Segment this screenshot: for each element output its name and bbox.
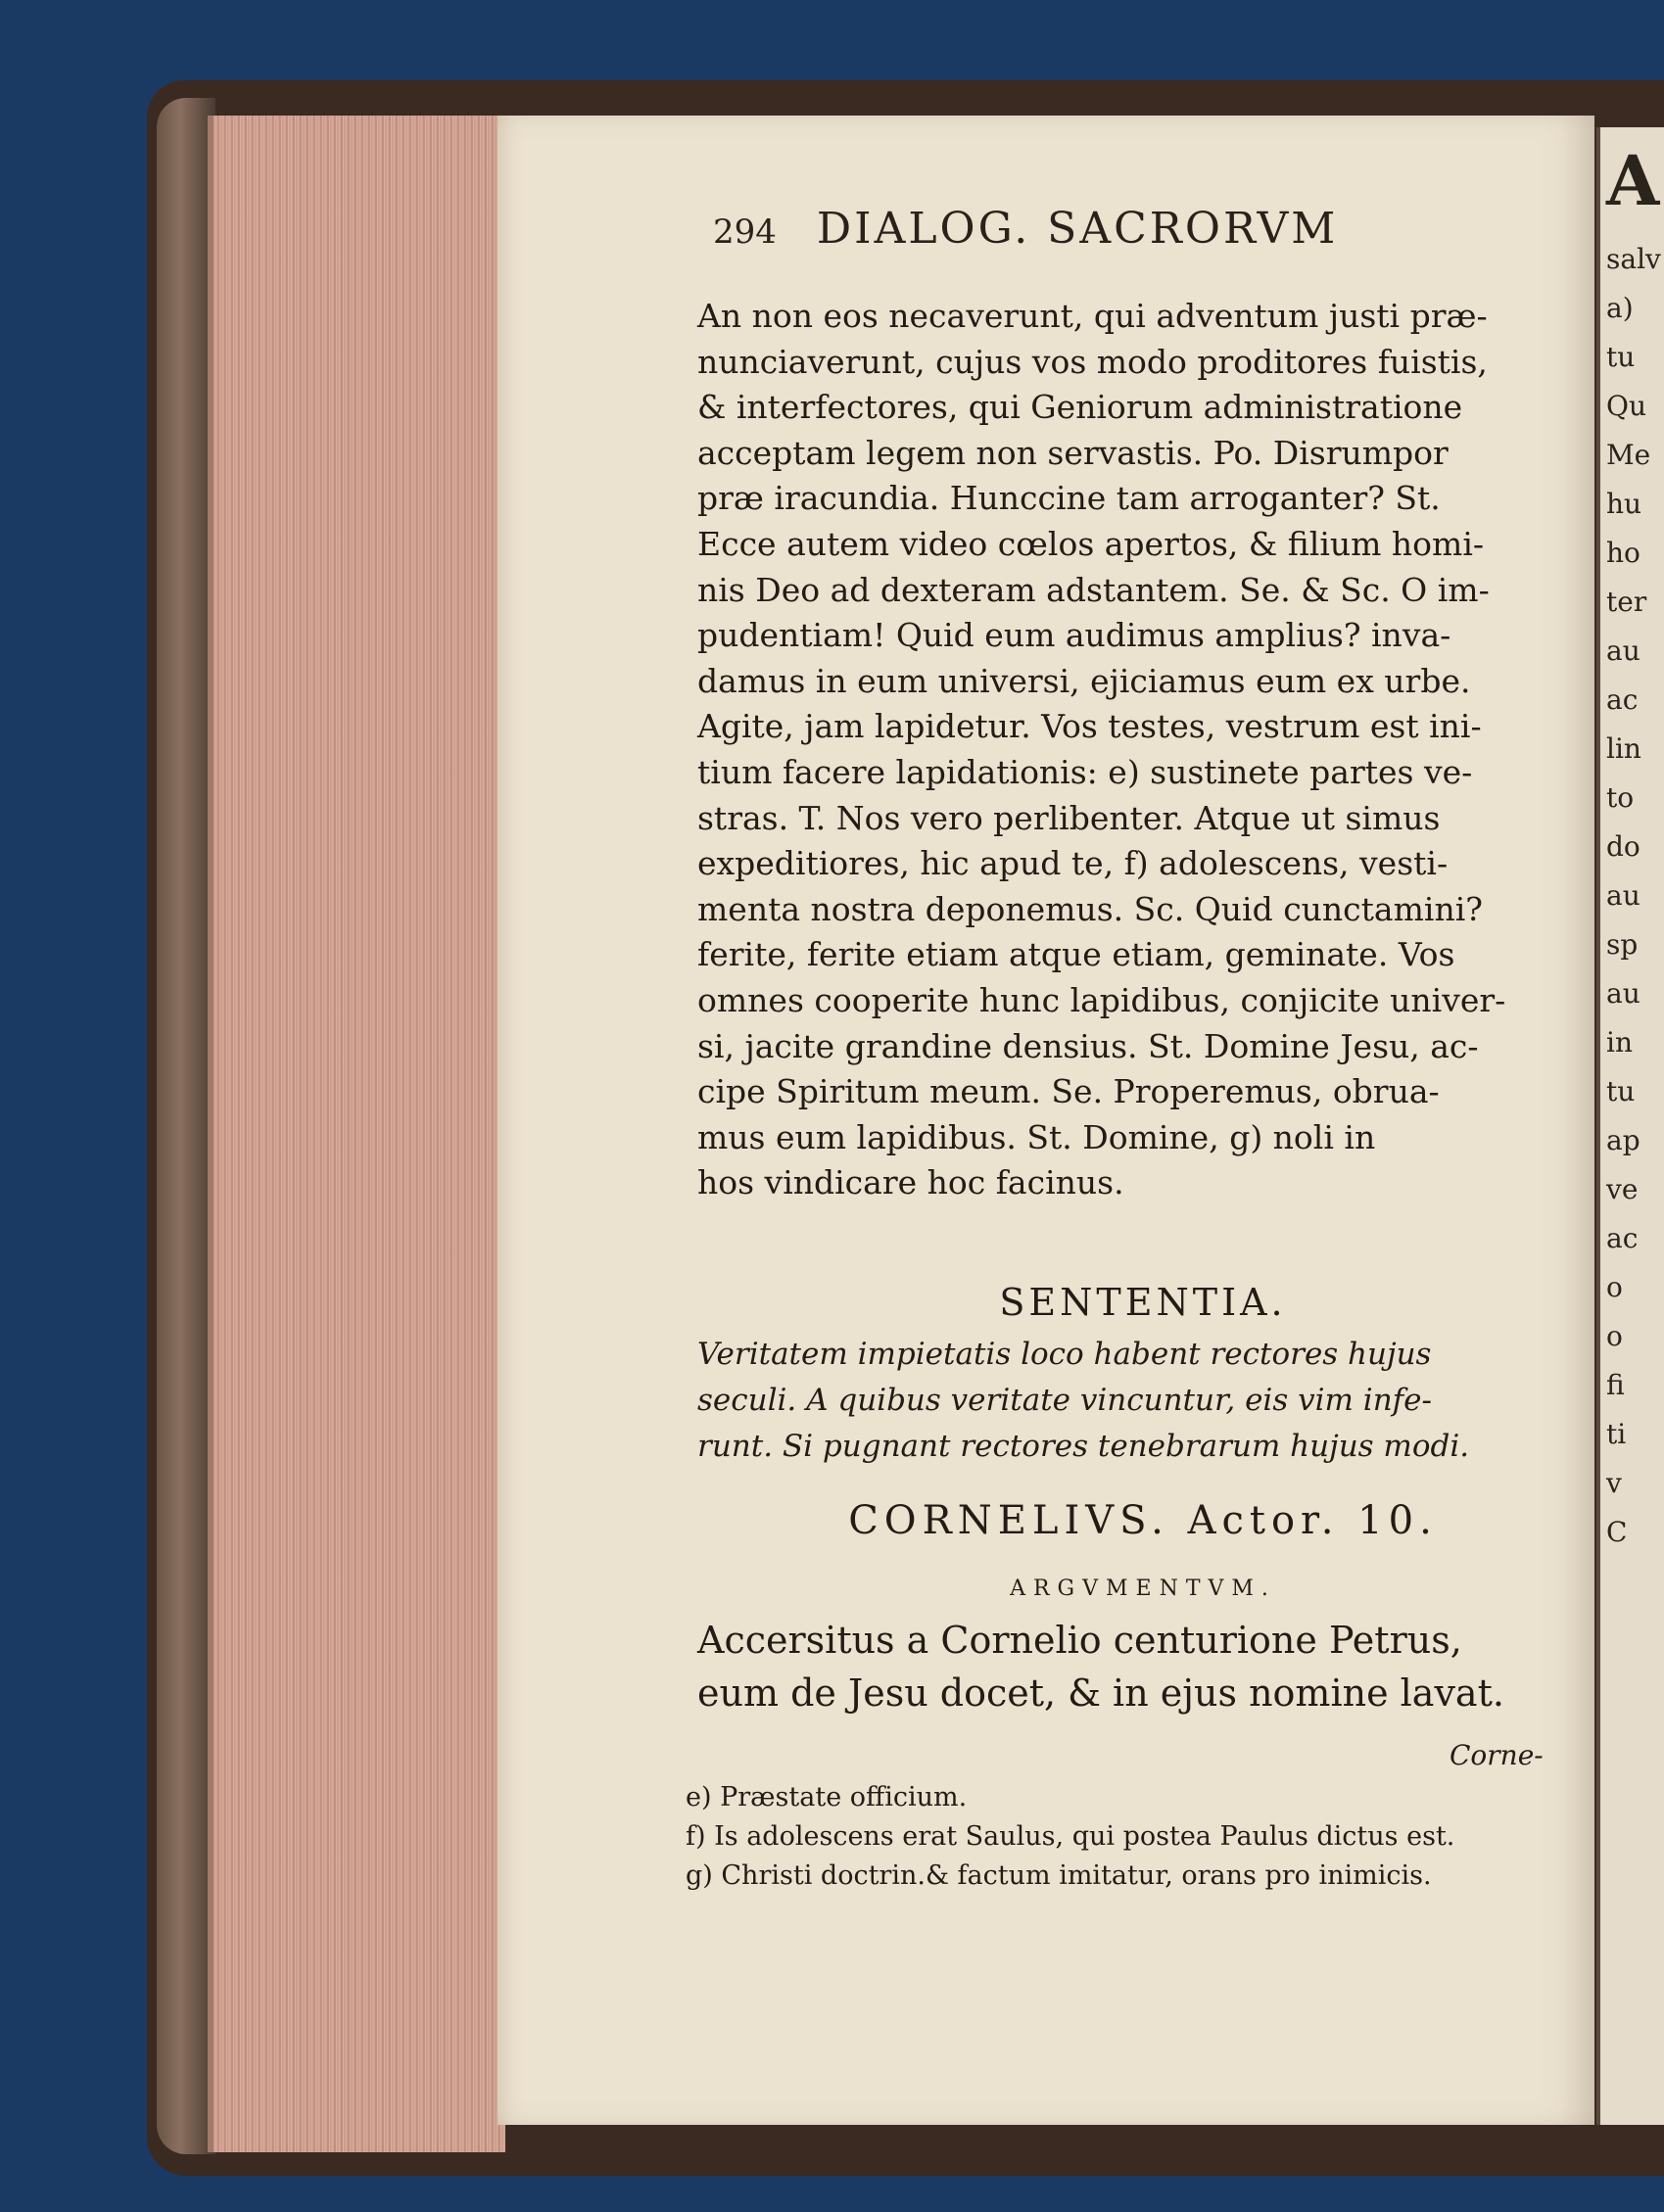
text-line: acceptam legem non servastis. Po. Disrumpor <box>697 433 1449 472</box>
facing-page-text: ho <box>1606 537 1640 569</box>
running-head-title: DIALOG. SACRORVM <box>816 204 1339 254</box>
text-line: stras. T. Nos vero perlibenter. Atque ut simus <box>697 798 1441 837</box>
text-line: & interfectores, qui Geniorum administratione <box>697 388 1463 427</box>
catchword: Corne- <box>1450 1739 1544 1771</box>
argumentum-heading: ARGVMENTVM. <box>1010 1577 1276 1601</box>
page-fore-edge <box>208 116 505 2152</box>
dialogue-text <box>697 294 1589 1206</box>
sententia-line: seculi. A quibus veritate vincuntur, eis vim infe- <box>697 1383 1432 1418</box>
text-line: mus eum lapidibus. St. Domine, g) noli in <box>697 1117 1376 1156</box>
facing-page-fragment <box>1596 127 1664 2125</box>
cornelius-heading: CORNELIVS. Actor. 10. <box>848 1498 1438 1543</box>
text-line: Agite, jam lapidetur. Vos testes, vestrum est ini- <box>697 707 1482 746</box>
facing-page-text: fi <box>1606 1369 1625 1401</box>
sententia-heading: SENTENTIA. <box>999 1281 1287 1324</box>
footnote-line: f) Is adolescens erat Saulus, qui postea Paulus dictus est. <box>686 1821 1455 1852</box>
text-line: tium facere lapidationis: e) sustinete partes ve- <box>697 752 1473 791</box>
facing-page-text: ter <box>1606 586 1647 618</box>
footnotes <box>686 1778 1596 1896</box>
text-line: damus in eum universi, ejiciamus eum ex urbe. <box>697 661 1471 700</box>
sententia-text <box>697 1332 1589 1470</box>
page-number: 294 <box>713 212 777 252</box>
text-line: nis Deo ad dexteram adstantem. Se. & Sc. O im- <box>697 570 1490 609</box>
text-line: cipe Spiritum meum. Se. Properemus, obrua- <box>697 1072 1440 1111</box>
facing-page-text: v <box>1606 1467 1622 1499</box>
footnote-line: g) Christi doctrin.& factum imitatur, orans pro inimicis. <box>686 1860 1432 1891</box>
facing-page-text: lin <box>1606 732 1641 765</box>
running-header <box>713 204 1457 254</box>
facing-page-text: in <box>1606 1026 1633 1059</box>
text-line: si, jacite grandine densius. St. Domine Jesu, ac- <box>697 1026 1479 1065</box>
facing-page-text: salv <box>1606 243 1661 275</box>
sententia-line: runt. Si pugnant rectores tenebrarum hujus modi. <box>697 1429 1470 1464</box>
text-line: præ iracundia. Hunccine tam arroganter? St. <box>697 479 1441 518</box>
text-line: pudentiam! Quid eum audimus amplius? inva- <box>697 616 1451 655</box>
facing-page-text: o <box>1606 1320 1623 1352</box>
argumentum-line: Accersitus a Cornelio centurione Petrus, <box>697 1619 1462 1662</box>
facing-page-text: hu <box>1606 488 1642 520</box>
facing-page-text: ap <box>1606 1124 1640 1156</box>
text-line: Ecce autem video cœlos apertos, & filium homi- <box>697 524 1485 563</box>
facing-page-text: Me <box>1606 439 1651 471</box>
text-line: nunciaverunt, cujus vos modo proditores fuistis, <box>697 342 1488 381</box>
text-line: menta nostra deponemus. Sc. Quid cunctamini? <box>697 889 1483 928</box>
text-line: hos vindicare hoc facinus. <box>697 1163 1124 1202</box>
facing-page-text: o <box>1606 1271 1623 1303</box>
text-line: ferite, ferite etiam atque etiam, geminate. Vos <box>697 935 1455 974</box>
facing-page-text: au <box>1606 879 1640 912</box>
sententia-line: Veritatem impietatis loco habent rectores hujus <box>697 1337 1432 1372</box>
facing-page-text: to <box>1606 781 1635 814</box>
facing-page-text: Qu <box>1606 390 1646 422</box>
book-spine-edge <box>157 98 215 2154</box>
facing-page-text: au <box>1606 635 1640 667</box>
facing-page-text: C <box>1606 1516 1628 1548</box>
text-line: An non eos necaverunt, qui adventum justi præ- <box>697 297 1488 335</box>
facing-page-text: tu <box>1606 341 1636 373</box>
facing-page-text: ti <box>1606 1418 1627 1450</box>
facing-page-text: ac <box>1606 1222 1639 1254</box>
facing-page-text: sp <box>1606 928 1639 961</box>
argumentum-line: eum de Jesu docet, & in ejus nomine lavat. <box>697 1671 1504 1715</box>
facing-page-text: au <box>1606 977 1640 1010</box>
argumentum-text <box>697 1614 1589 1719</box>
facing-page-text: A <box>1606 140 1660 221</box>
footnote-line: e) Præstate officium. <box>686 1782 968 1812</box>
text-line: omnes cooperite hunc lapidibus, conjicite univer- <box>697 980 1506 1019</box>
text-line: expeditiores, hic apud te, f) adolescens, vesti- <box>697 844 1449 883</box>
facing-page-text: ve <box>1606 1173 1639 1205</box>
facing-page-text: a) <box>1606 292 1634 324</box>
facing-page-text: ac <box>1606 683 1639 716</box>
facing-page-text: tu <box>1606 1075 1636 1107</box>
facing-page-text: do <box>1606 830 1640 863</box>
